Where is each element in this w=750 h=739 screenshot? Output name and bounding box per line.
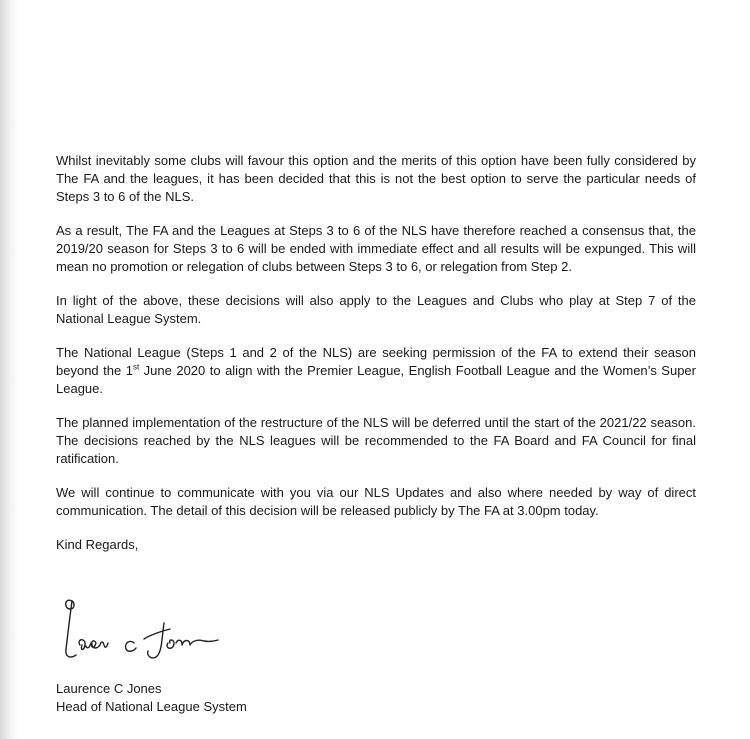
signatory-name: Laurence C Jones [56,681,162,696]
signatory-title: Head of National League System [56,699,247,714]
paragraph-step-7: In light of the above, these decisions will also apply to the Leagues and Clubs who play at Step 7 of the National League System. [56,293,696,326]
page-edge-shadow [0,0,18,739]
paragraph-favour-option: Whilst inevitably some clubs will favour this option and the merits of this option have been fully considered by The FA and the leagues, it has been decided that this is not the best option to serve the particular needs of Steps 3 to 6 of the NLS. [56,153,696,204]
national-league-text-after: June 2020 to align with the Premier League, English Football League and the Women’s Super League. [56,363,696,396]
paragraph-restructure: The planned implementation of the restructure of the NLS will be deferred until the start of the 2021/22 season. The decisions reached by the NLS leagues will be recommended to the FA Board and FA Council for final ratification. [56,415,696,466]
paragraph-national-league [56,344,696,398]
paragraph-communication: We will continue to communicate with you via our NLS Updates and also where needed by way of direct communication. The detail of this decision will be released publicly by The FA at 3.00pm today. [56,485,696,518]
signatory-block [56,680,247,716]
closing-regards: Kind Regards, [56,537,139,552]
ordinal-superscript: st [132,362,140,372]
national-league-text-before: The National League (Steps 1 and 2 of the NLS) are seeking permission of the FA to extend their season beyond the 1 [56,345,696,378]
handwritten-signature [58,593,223,665]
letter-body [56,152,696,572]
paragraph-consensus: As a result, The FA and the Leagues at Steps 3 to 6 of the NLS have therefore reached a consensus that, the 2019/20 season for Steps 3 to 6 will be ended with immediate effect and all results will be expunged. This will mean no promotion or relegation of clubs between Steps 3 to 6, or relegation from Step 2. [56,223,696,274]
